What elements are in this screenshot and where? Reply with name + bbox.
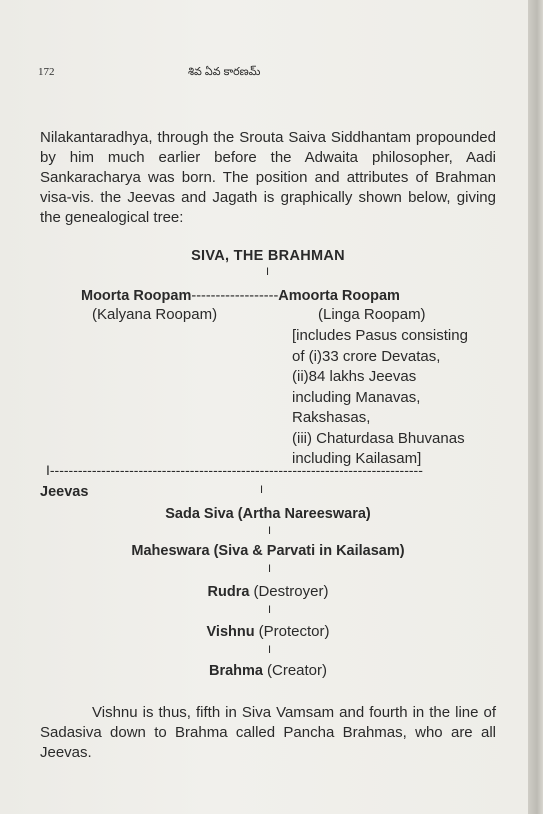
- kalyana-roopam: (Kalyana Roopam): [92, 306, 218, 323]
- divider-line: I--------------------------------------------------------------------------------: [46, 462, 423, 478]
- vishnu-node: [40, 623, 496, 640]
- includes-line: Rakshasas,: [292, 409, 371, 426]
- vishnu-name: Vishnu: [206, 624, 255, 640]
- moorta-roopam: [81, 288, 400, 304]
- includes-line: including Manavas,: [292, 388, 421, 406]
- connector-maheswara: I: [268, 563, 272, 575]
- includes-line: [includes Pasus consisting: [292, 327, 468, 344]
- vishnu-role: (Protector): [258, 623, 330, 640]
- includes-line: including Kailasam]: [292, 450, 422, 467]
- connector-root: I: [266, 266, 270, 278]
- rudra-role: (Destroyer): [253, 583, 329, 600]
- connector-vishnu: I: [268, 644, 272, 656]
- amoorta-includes: [292, 326, 468, 470]
- rudra-name: Rudra: [207, 584, 250, 600]
- brahma-name: Brahma: [208, 663, 263, 679]
- rudra-node: [40, 583, 496, 600]
- tree-root: SIVA, THE BRAHMAN: [191, 248, 345, 264]
- running-title: శివ ఏవ కారణమ్: [188, 66, 261, 78]
- branch-dashes: ------------------: [191, 288, 279, 304]
- sada-siva: Sada Siva (Artha Nareeswara): [165, 506, 371, 522]
- includes-line: (ii)84 lakhs Jeevas: [292, 368, 417, 385]
- moorta-label: Moorta Roopam: [81, 288, 192, 304]
- connector-sada-siva: I: [268, 525, 272, 537]
- book-spine-edge: [528, 0, 543, 814]
- includes-line: (iii) Chaturdasa Bhuvanas: [292, 429, 465, 447]
- brahma-node: [40, 662, 496, 679]
- brahma-role: (Creator): [267, 662, 328, 679]
- jeevas-label: Jeevas: [40, 484, 89, 500]
- connector-rudra: I: [268, 604, 272, 616]
- intro-paragraph: Nilakantaradhya, through the Srouta Saiva Siddhantam propounded by him much earlier before the Adwaita philosopher, Aadi Sankaracharya was born. The position and attributes of Brahman visa-vis. the Jeevas and Jagath is graphically shown below, giving the genealogical tree:: [40, 129, 496, 226]
- maheswara: Maheswara (Siva & Parvati in Kailasam): [131, 543, 405, 559]
- connector-jeevas: I: [260, 484, 264, 496]
- amoorta-label: Amoorta Roopam: [278, 288, 400, 304]
- includes-line: of (i)33 crore Devatas,: [292, 347, 441, 365]
- closing-paragraph: Vishnu is thus, fifth in Siva Vamsam and fourth in the line of Sadasiva down to Brahma called Pancha Brahmas, who are all Jeevas.: [40, 704, 496, 761]
- page-number: 172: [38, 66, 55, 78]
- linga-roopam: (Linga Roopam): [318, 306, 426, 323]
